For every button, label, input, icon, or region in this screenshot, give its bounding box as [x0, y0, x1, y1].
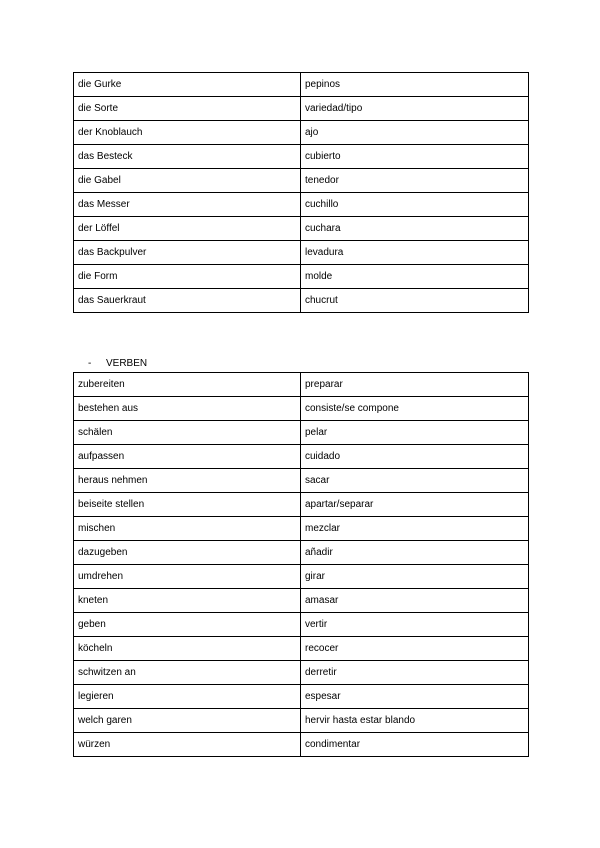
- spanish-translation: sacar: [301, 469, 529, 493]
- spanish-translation: molde: [301, 265, 529, 289]
- german-term: die Form: [74, 265, 301, 289]
- german-term: das Sauerkraut: [74, 289, 301, 313]
- table-row: [74, 565, 529, 589]
- spanish-translation: cuidado: [301, 445, 529, 469]
- spanish-translation: chucrut: [301, 289, 529, 313]
- table-row: [74, 121, 529, 145]
- german-term: das Backpulver: [74, 241, 301, 265]
- nouns-vocabulary-table: [73, 72, 529, 313]
- table-row: [74, 661, 529, 685]
- spanish-translation: mezclar: [301, 517, 529, 541]
- spanish-translation: consiste/se compone: [301, 397, 529, 421]
- spanish-translation: girar: [301, 565, 529, 589]
- table-row: [74, 145, 529, 169]
- table-row: [74, 613, 529, 637]
- german-term: zubereiten: [74, 373, 301, 397]
- spanish-translation: apartar/separar: [301, 493, 529, 517]
- spanish-translation: hervir hasta estar blando: [301, 709, 529, 733]
- spanish-translation: cuchillo: [301, 193, 529, 217]
- german-term: würzen: [74, 733, 301, 757]
- german-term: schwitzen an: [74, 661, 301, 685]
- spanish-translation: tenedor: [301, 169, 529, 193]
- table-row: [74, 589, 529, 613]
- german-term: die Gurke: [74, 73, 301, 97]
- verbs-heading-bullet: -: [88, 358, 92, 369]
- spanish-translation: condimentar: [301, 733, 529, 757]
- table-row: [74, 373, 529, 397]
- verbs-table-body: [74, 373, 529, 757]
- table-row: [74, 733, 529, 757]
- spanish-translation: preparar: [301, 373, 529, 397]
- nouns-table-body: [74, 73, 529, 313]
- table-row: [74, 517, 529, 541]
- spanish-translation: amasar: [301, 589, 529, 613]
- table-row: [74, 217, 529, 241]
- german-term: heraus nehmen: [74, 469, 301, 493]
- german-term: der Knoblauch: [74, 121, 301, 145]
- table-row: [74, 241, 529, 265]
- spanish-translation: recocer: [301, 637, 529, 661]
- german-term: geben: [74, 613, 301, 637]
- spanish-translation: cubierto: [301, 145, 529, 169]
- table-row: [74, 709, 529, 733]
- german-term: das Messer: [74, 193, 301, 217]
- table-row: [74, 493, 529, 517]
- table-row: [74, 397, 529, 421]
- table-row: [74, 97, 529, 121]
- table-row: [74, 265, 529, 289]
- german-term: legieren: [74, 685, 301, 709]
- german-term: welch garen: [74, 709, 301, 733]
- table-row: [74, 73, 529, 97]
- table-row: [74, 169, 529, 193]
- verbs-vocabulary-table: [73, 372, 529, 757]
- german-term: dazugeben: [74, 541, 301, 565]
- table-row: [74, 289, 529, 313]
- table-row: [74, 685, 529, 709]
- spanish-translation: añadir: [301, 541, 529, 565]
- german-term: beiseite stellen: [74, 493, 301, 517]
- table-row: [74, 193, 529, 217]
- spanish-translation: pelar: [301, 421, 529, 445]
- spanish-translation: vertir: [301, 613, 529, 637]
- german-term: köcheln: [74, 637, 301, 661]
- german-term: der Löffel: [74, 217, 301, 241]
- table-row: [74, 541, 529, 565]
- spanish-translation: variedad/tipo: [301, 97, 529, 121]
- german-term: schälen: [74, 421, 301, 445]
- spanish-translation: levadura: [301, 241, 529, 265]
- verbs-section-heading: [88, 358, 147, 370]
- german-term: die Gabel: [74, 169, 301, 193]
- table-row: [74, 469, 529, 493]
- german-term: umdrehen: [74, 565, 301, 589]
- german-term: aufpassen: [74, 445, 301, 469]
- spanish-translation: pepinos: [301, 73, 529, 97]
- spanish-translation: derretir: [301, 661, 529, 685]
- table-row: [74, 445, 529, 469]
- spanish-translation: espesar: [301, 685, 529, 709]
- german-term: kneten: [74, 589, 301, 613]
- table-row: [74, 637, 529, 661]
- german-term: mischen: [74, 517, 301, 541]
- german-term: die Sorte: [74, 97, 301, 121]
- spanish-translation: ajo: [301, 121, 529, 145]
- table-row: [74, 421, 529, 445]
- verbs-heading-label: VERBEN: [106, 358, 148, 369]
- german-term: das Besteck: [74, 145, 301, 169]
- german-term: bestehen aus: [74, 397, 301, 421]
- spanish-translation: cuchara: [301, 217, 529, 241]
